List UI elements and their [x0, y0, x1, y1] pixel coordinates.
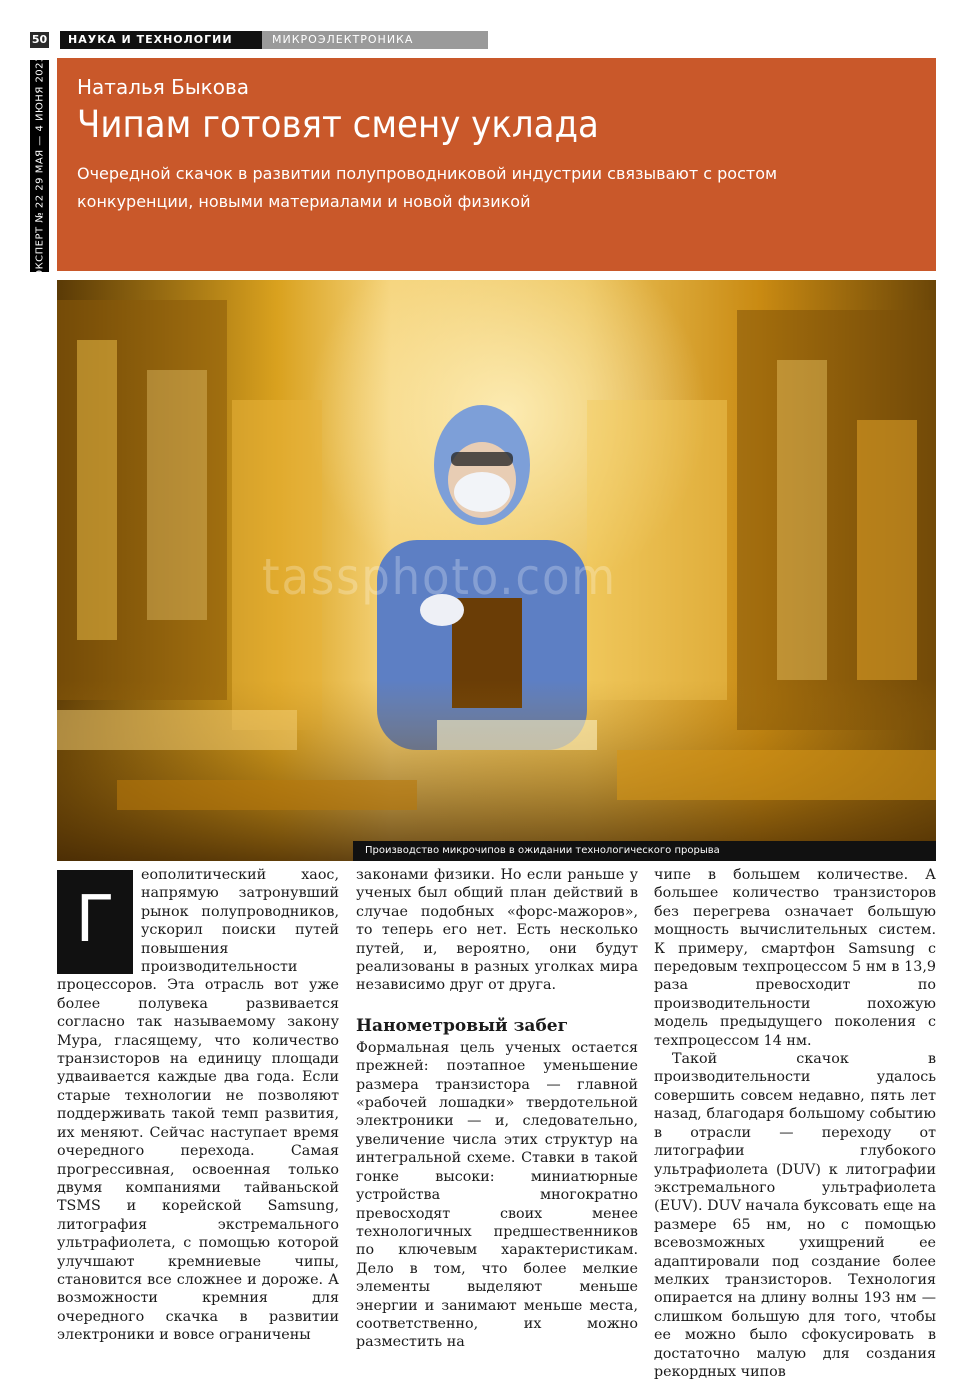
- article-title: Чипам готовят смену уклада: [77, 103, 599, 146]
- text-column-1: [57, 866, 339, 1345]
- photo-watermark: tassphoto.com: [262, 548, 617, 606]
- paragraph: чипе в большем количестве. А большее количество транзисторов без перегрева означает большую мощность вычислительных систем. К примеру, смартфон Samsung с передовым техпроцессом 5 нм в 13,9 раза превосходит по производительности похожую модель предыдущего поколения с техпроцессом 14 нм.: [654, 867, 936, 1049]
- rubric-label: МИКРОЭЛЕКТРОНИКА: [262, 31, 488, 49]
- paragraph: Формальная цель ученых остается прежней: поэтапное уменьшение размера транзистора — главной «рабочей лошадки» твердотельной электроники — и, следовательно, увеличение числа этих структур на интегральной схеме. Ставки в такой гонке высоки: миниатюрные устройства многократно превосходят своих менее технологичных предшественников по ключевым характеристикам. Дело в том, что более мелкие элементы выделяют меньше энергии и занимают меньше места, соответственно, их можно разместить на: [356, 1039, 638, 1351]
- issue-info-text: ЭКСПЕРТ № 22 29 МАЯ — 4 ИЮНЯ 2023: [34, 55, 45, 277]
- text-column-2: [356, 866, 638, 1352]
- text-column-3: [654, 866, 936, 1381]
- section-subheading: Нанометровый забег: [356, 1015, 569, 1036]
- section-label: НАУКА И ТЕХНОЛОГИИ: [60, 31, 262, 49]
- issue-info-vertical: [30, 55, 49, 277]
- photo-caption: Производство микрочипов в ожидании технологического прорыва: [353, 841, 936, 861]
- article-photo: [57, 280, 936, 861]
- author-name: Наталья Быкова: [77, 75, 250, 99]
- paragraph: еополитический хаос, напрямую затронувший рынок полупроводников, ускорил поиски путей повышения производительности процессоров. Эта отрасль вот уже более полувека развивается согласно так называемому закону Мура, гласящему, что количество транзисторов на единицу площади удваивается каждые два года. Если старые технологии не позволяют поддерживать такой темп развития, их меняют. Сейчас наступает время очередного перехода. Самая прогрессивная, освоенная только двумя компаниями тайваньской TSMS и корейской Samsung, литография экстремального ультрафиолета, с помощью которой улучшают кремниевые чипы, становится все сложнее и дороже. А возможности кремния для очередного скачка в развитии электроники и вовсе ограничены: [57, 867, 339, 1344]
- page-number: 50: [31, 33, 48, 46]
- drop-cap: Г: [57, 870, 133, 974]
- article-header: [57, 58, 936, 271]
- paragraph: законами физики. Но если раньше у ученых был общий план действий в случае подобных «форс-мажоров», то теперь его нет. Есть несколько путей, и, вероятно, они будут реализованы в разных уголках мира независимо друг от друга.: [356, 867, 638, 994]
- paragraph: Такой скачок в производительности удалось совершить совсем недавно, пять лет назад, благодаря большому событию в отрасли — переходу от литографии глубокого ультрафиолета (DUV) к литографии экстремального ультрафиолета (EUV). DUV начала буксовать еще на размере 65 нм, но с помощью всевозможных ухищрений ее адаптировали под создание более мелких транзисторов. Технология опирается на длину волны 193 нм — слишком большую для того, чтобы ее можно было сфокусировать в достаточно малую для создания рекордных чипов: [654, 1051, 936, 1380]
- article-lead: Очередной скачок в развитии полупроводниковой индустрии связывают с ростом конкуренции, новыми материалами и новой физикой: [77, 164, 778, 211]
